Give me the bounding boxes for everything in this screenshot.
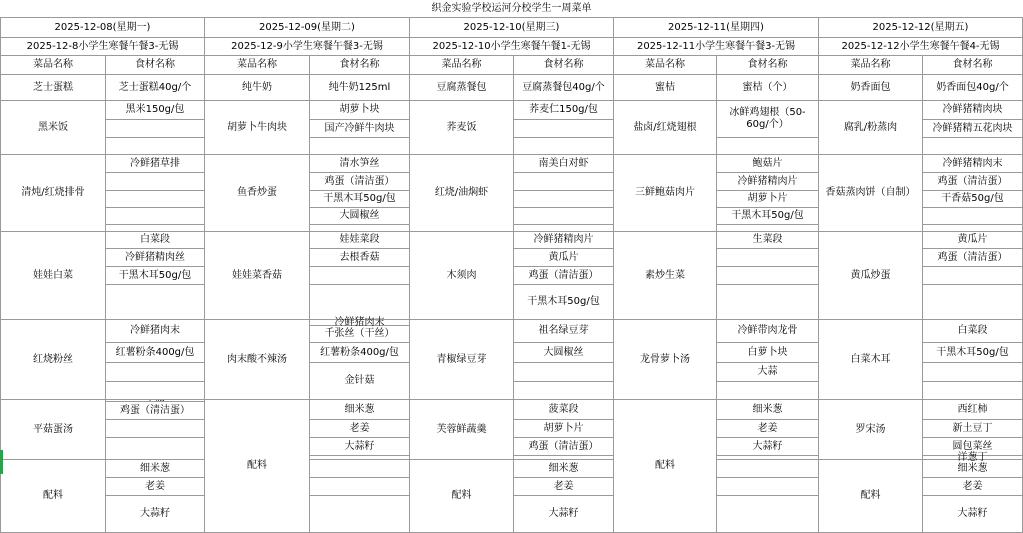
ingredient-cell: 芝士蛋糕40g/个 xyxy=(106,75,205,101)
dish-name-cell: 奶香面包 xyxy=(819,75,923,101)
ingredient-cell: 去根香菇 xyxy=(310,249,410,267)
ingredient-cell: 细米葱 xyxy=(106,460,205,478)
dish-name-cell: 配料 xyxy=(614,400,717,533)
ingredient-cell xyxy=(106,138,205,155)
dish-name-cell: 香菇蒸肉饼（自制） xyxy=(819,155,923,232)
dish-name-cell: 青椒绿豆芽 xyxy=(410,320,514,400)
ingredient-cell xyxy=(106,438,205,460)
dish-name-cell: 黑米饭 xyxy=(0,101,106,155)
ingredient-cell xyxy=(106,208,205,225)
menu-title: 织金实验学校运河分校学生一周菜单 xyxy=(0,0,1023,18)
ingredient-cell: 菠菜段 xyxy=(514,400,614,420)
ingredient-cell xyxy=(310,478,410,496)
ingredient-cell: 南美白对虾 xyxy=(514,155,614,173)
ingredient-cell: 祖名绿豆芽 xyxy=(514,320,614,343)
ingredient-cell xyxy=(310,225,410,232)
dish-column-header: 菜品名称 xyxy=(819,56,923,75)
ingredient-cell: 新土豆丁 xyxy=(923,420,1023,438)
dish-column-header: 菜品名称 xyxy=(410,56,514,75)
ingredient-cell xyxy=(106,285,205,320)
ingredient-cell xyxy=(514,208,614,225)
dish-column-header: 菜品名称 xyxy=(205,56,310,75)
ingredient-cell: 荞麦仁150g/包 xyxy=(514,101,614,120)
ingredient-cell xyxy=(923,267,1023,285)
ingredient-column-header: 食材名称 xyxy=(514,56,614,75)
dish-name-cell: 芝士蛋糕 xyxy=(0,75,106,101)
day-date-header: 2025-12-11(星期四) xyxy=(614,18,819,38)
ingredient-cell: 白菜段 xyxy=(106,232,205,249)
ingredient-cell xyxy=(717,382,819,400)
ingredient-cell: 老姜 xyxy=(923,478,1023,496)
ingredient-cell: 细米葱 xyxy=(717,400,819,420)
ingredient-cell: 大蒜籽 xyxy=(106,496,205,533)
day-meal-header: 2025-12-10小学生寒餐午餐1-无锡 xyxy=(410,38,614,56)
dish-name-cell: 平菇蛋汤 xyxy=(0,400,106,460)
ingredient-cell: 娃娃菜段 xyxy=(310,232,410,249)
ingredient-cell: 大蒜籽 xyxy=(310,438,410,456)
dish-name-cell: 芙蓉鲜蔬羹 xyxy=(410,400,514,460)
ingredient-cell xyxy=(514,382,614,400)
ingredient-cell: 白萝卜块 xyxy=(717,343,819,363)
ingredient-cell: 胡萝卜片 xyxy=(717,191,819,208)
dish-name-cell: 腐乳/粉蒸肉 xyxy=(819,101,923,155)
ingredient-cell: 老姜 xyxy=(106,478,205,496)
dish-name-cell: 豆腐蒸餐包 xyxy=(410,75,514,101)
dish-name-cell: 娃娃菜香菇 xyxy=(205,232,310,320)
ingredient-cell xyxy=(717,285,819,320)
ingredient-cell: 西红柿 xyxy=(923,400,1023,420)
ingredient-cell: 干香菇50g/包 xyxy=(923,191,1023,208)
dish-name-cell: 盐卤/红烧翅根 xyxy=(614,101,717,155)
ingredient-cell xyxy=(106,382,205,400)
ingredient-cell: 白菜段 xyxy=(923,320,1023,343)
ingredient-cell xyxy=(106,420,205,438)
ingredient-cell: 黄瓜片 xyxy=(923,232,1023,249)
ingredient-cell: 冷鲜猪肉末 xyxy=(106,320,205,343)
ingredient-cell: 冷鲜猪精肉末 xyxy=(923,155,1023,173)
ingredient-cell xyxy=(310,285,410,320)
ingredient-cell xyxy=(717,267,819,285)
row-selection-marker xyxy=(0,450,3,474)
dish-name-cell: 清炖/红烧排骨 xyxy=(0,155,106,232)
dish-name-cell: 荞麦饭 xyxy=(410,101,514,155)
ingredient-cell: 鸡蛋（清洁蛋） xyxy=(923,249,1023,267)
day-meal-header: 2025-12-9小学生寒餐午餐3-无锡 xyxy=(205,38,410,56)
dish-column-header: 菜品名称 xyxy=(0,56,106,75)
ingredient-cell xyxy=(514,363,614,382)
dish-name-cell: 胡萝卜牛肉块 xyxy=(205,101,310,155)
day-meal-header: 2025-12-12小学生寒餐午餐4-无锡 xyxy=(819,38,1023,56)
ingredient-cell: 鸡蛋（清洁蛋） xyxy=(514,267,614,285)
ingredient-cell xyxy=(106,363,205,382)
ingredient-cell: 冷鲜猪精肉丝 xyxy=(106,249,205,267)
ingredient-column-header: 食材名称 xyxy=(923,56,1023,75)
ingredient-cell: 大蒜籽 xyxy=(514,496,614,533)
ingredient-cell xyxy=(717,460,819,478)
dish-name-cell: 蜜桔 xyxy=(614,75,717,101)
ingredient-cell: 红薯粉条400g/包 xyxy=(310,343,410,363)
ingredient-cell: 干黑木耳50g/包 xyxy=(923,343,1023,363)
ingredient-cell: 金针菇 xyxy=(310,363,410,400)
dish-name-cell: 配料 xyxy=(0,460,106,533)
ingredient-cell xyxy=(717,478,819,496)
dish-name-cell: 肉末酸不辣汤 xyxy=(205,320,310,400)
ingredient-cell: 黑米150g/包 xyxy=(106,101,205,120)
ingredient-cell: 鲍菇片 xyxy=(717,155,819,173)
ingredient-cell: 冷鲜猪精肉片 xyxy=(514,232,614,249)
ingredient-cell: 冷鲜猪精肉片 xyxy=(717,173,819,191)
ingredient-cell: 冷鲜带肉龙骨 xyxy=(717,320,819,343)
dish-name-cell: 黄瓜炒蛋 xyxy=(819,232,923,320)
ingredient-cell: 生菜段 xyxy=(717,232,819,249)
ingredient-column-header: 食材名称 xyxy=(310,56,410,75)
ingredient-cell: 冷鲜猪草排 xyxy=(106,155,205,173)
ingredient-cell xyxy=(514,138,614,155)
ingredient-cell: 大蒜籽 xyxy=(717,438,819,456)
ingredient-cell xyxy=(717,249,819,267)
ingredient-cell xyxy=(923,285,1023,320)
ingredient-cell: 奶香面包40g/个 xyxy=(923,75,1023,101)
ingredient-cell: 大圆椒丝 xyxy=(310,208,410,225)
dish-name-cell: 三鲜鲍菇肉片 xyxy=(614,155,717,232)
ingredient-cell xyxy=(923,138,1023,155)
ingredient-cell xyxy=(923,363,1023,382)
ingredient-cell xyxy=(923,382,1023,400)
ingredient-cell: 大蒜 xyxy=(717,363,819,382)
dish-name-cell: 鱼香炒蛋 xyxy=(205,155,310,232)
ingredient-cell: 鸡蛋（清洁蛋） xyxy=(514,438,614,456)
ingredient-cell: 胡萝卜块 xyxy=(310,101,410,120)
ingredient-cell: 冷鲜猪肉末 xyxy=(310,320,410,326)
ingredient-cell: 鸡蛋（清洁蛋） xyxy=(106,402,205,420)
day-date-header: 2025-12-12(星期五) xyxy=(819,18,1023,38)
ingredient-cell: 圆包菜丝 xyxy=(923,438,1023,456)
ingredient-cell: 豆腐蒸餐包40g/个 xyxy=(514,75,614,101)
ingredient-column-header: 食材名称 xyxy=(106,56,205,75)
ingredient-cell: 大蒜籽 xyxy=(923,496,1023,533)
ingredient-cell xyxy=(106,173,205,191)
ingredient-cell: 老姜 xyxy=(514,478,614,496)
dish-column-header: 菜品名称 xyxy=(614,56,717,75)
ingredient-cell xyxy=(717,225,819,232)
dish-name-cell: 娃娃白菜 xyxy=(0,232,106,320)
ingredient-cell: 干黑木耳50g/包 xyxy=(310,191,410,208)
ingredient-cell: 红薯粉条400g/包 xyxy=(106,343,205,363)
ingredient-cell: 老姜 xyxy=(717,420,819,438)
ingredient-cell: 冷鲜猪精肉块 xyxy=(923,101,1023,120)
ingredient-cell: 冰鲜鸡翅根（50-60g/个） xyxy=(717,101,819,138)
ingredient-cell: 干黑木耳50g/包 xyxy=(514,285,614,320)
day-date-header: 2025-12-08(星期一) xyxy=(0,18,205,38)
ingredient-cell: 蜜桔（个） xyxy=(717,75,819,101)
ingredient-cell xyxy=(514,225,614,232)
ingredient-cell: 胡萝卜片 xyxy=(514,420,614,438)
ingredient-cell: 细米葱 xyxy=(923,460,1023,478)
ingredient-cell: 冷鲜猪精五花肉块 xyxy=(923,120,1023,138)
dish-name-cell: 素炒生菜 xyxy=(614,232,717,320)
ingredient-cell: 鸡蛋（清洁蛋） xyxy=(923,173,1023,191)
dish-name-cell: 红烧粉丝 xyxy=(0,320,106,400)
ingredient-cell: 纯牛奶125ml xyxy=(310,75,410,101)
dish-name-cell: 配料 xyxy=(410,460,514,533)
day-date-header: 2025-12-09(星期二) xyxy=(205,18,410,38)
dish-name-cell: 木须肉 xyxy=(410,232,514,320)
dish-name-cell: 纯牛奶 xyxy=(205,75,310,101)
day-date-header: 2025-12-10(星期三) xyxy=(410,18,614,38)
ingredient-cell xyxy=(923,225,1023,232)
day-meal-header: 2025-12-11小学生寒餐午餐3-无锡 xyxy=(614,38,819,56)
ingredient-cell xyxy=(514,191,614,208)
ingredient-cell xyxy=(106,120,205,138)
ingredient-cell xyxy=(310,460,410,478)
ingredient-cell xyxy=(717,138,819,155)
dish-name-cell: 白菜木耳 xyxy=(819,320,923,400)
ingredient-cell: 国产冷鲜牛肉块 xyxy=(310,120,410,138)
ingredient-cell xyxy=(310,138,410,155)
ingredient-cell: 干黑木耳50g/包 xyxy=(106,267,205,285)
dish-name-cell: 配料 xyxy=(819,460,923,533)
ingredient-cell xyxy=(514,173,614,191)
ingredient-cell xyxy=(923,208,1023,225)
ingredient-cell xyxy=(310,496,410,533)
dish-name-cell: 红烧/油焖虾 xyxy=(410,155,514,232)
dish-name-cell: 龙骨萝卜汤 xyxy=(614,320,717,400)
ingredient-cell: 清水笋丝 xyxy=(310,155,410,173)
ingredient-cell: 干黑木耳50g/包 xyxy=(717,208,819,225)
ingredient-cell xyxy=(106,225,205,232)
ingredient-cell xyxy=(717,496,819,533)
ingredient-cell: 大圆椒丝 xyxy=(514,343,614,363)
ingredient-cell: 细米葱 xyxy=(310,400,410,420)
ingredient-cell xyxy=(106,191,205,208)
ingredient-cell: 千张丝（干丝） xyxy=(310,326,410,343)
dish-name-cell: 配料 xyxy=(205,400,310,533)
ingredient-column-header: 食材名称 xyxy=(717,56,819,75)
ingredient-cell: 洋葱丁 xyxy=(923,456,1023,460)
ingredient-cell: 老姜 xyxy=(310,420,410,438)
ingredient-cell: 鸡蛋（清洁蛋） xyxy=(310,173,410,191)
ingredient-cell: 黄瓜片 xyxy=(514,249,614,267)
ingredient-cell: 细米葱 xyxy=(514,460,614,478)
ingredient-cell xyxy=(310,267,410,285)
day-meal-header: 2025-12-8小学生寒餐午餐3-无锡 xyxy=(0,38,205,56)
ingredient-cell xyxy=(514,120,614,138)
dish-name-cell: 罗宋汤 xyxy=(819,400,923,460)
